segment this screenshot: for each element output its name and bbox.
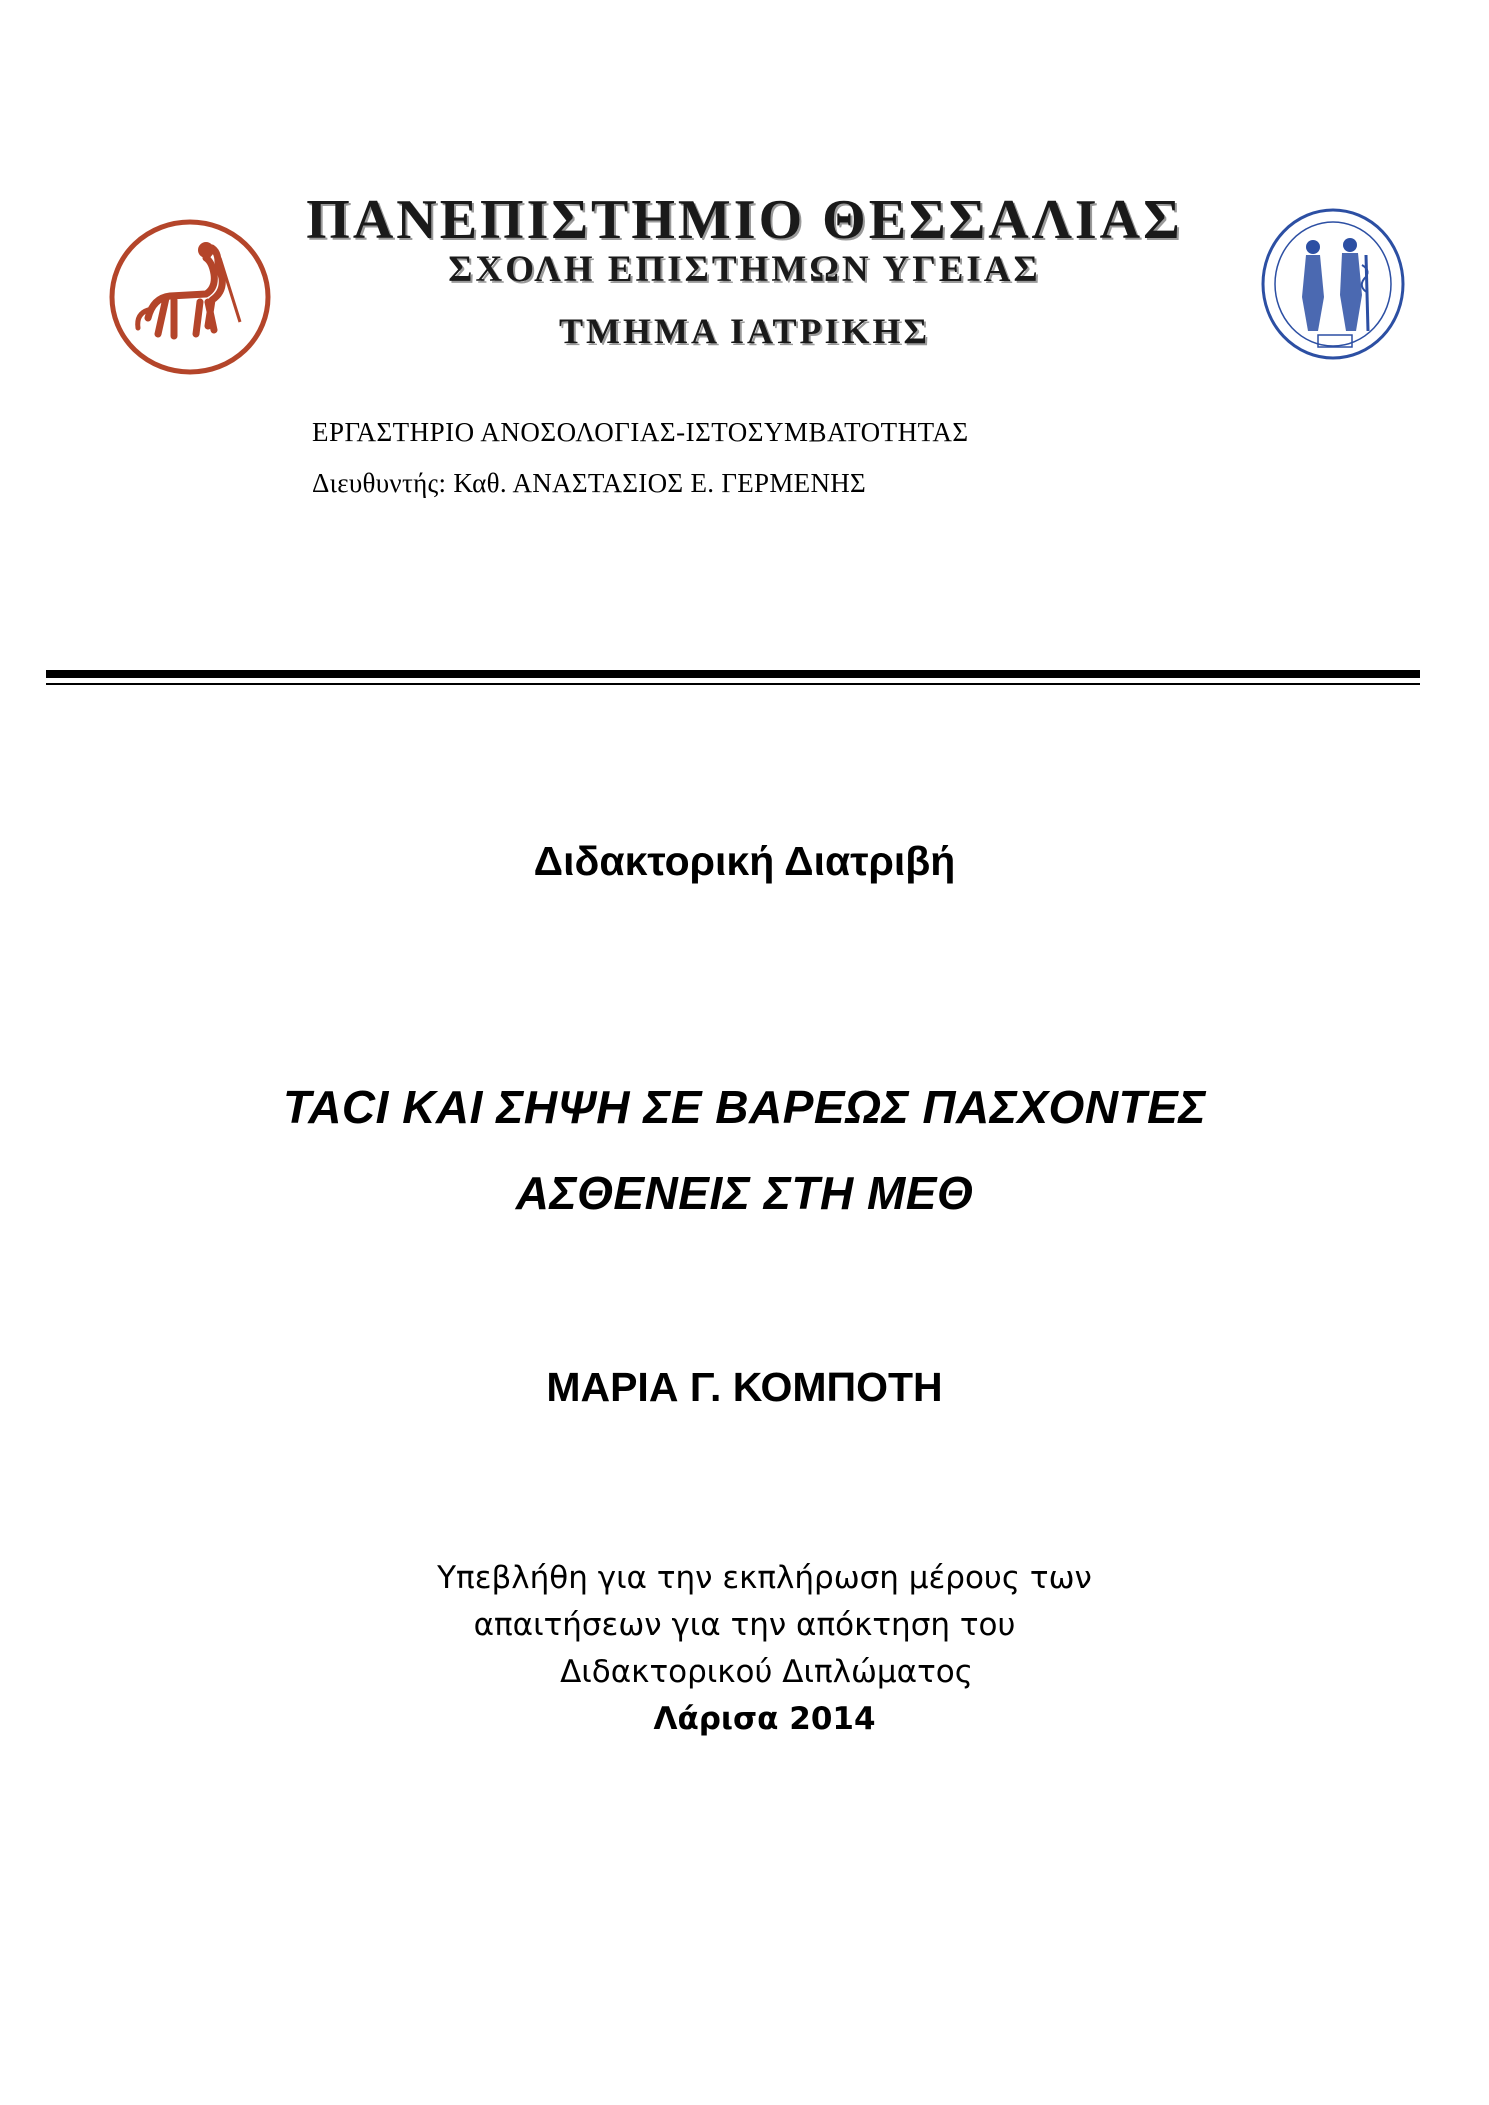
submission-statement-line-3: Διδακτορικού Διπλώματος (560, 1654, 973, 1690)
thesis-title-line-2: ΑΣΘΕΝΕΙΣ ΣΤΗ ΜΕΘ (515, 1167, 974, 1219)
department-name: ΤΜΗΜΑ ΙΑΤΡΙΚΗΣ (558, 311, 931, 351)
header-divider-thick (46, 670, 1420, 678)
laboratory-director: Διευθυντής: Καθ. ΑΝΑΣΤΑΣΙΟΣ Ε. ΓΕΡΜΕΝΗΣ (312, 468, 867, 498)
school-name: ΣΧΟΛΗ ΕΠΙΣΤΗΜΩΝ ΥΓΕΙΑΣ (448, 249, 1041, 290)
thesis-title-line-1: TACI ΚΑΙ ΣΗΨΗ ΣΕ ΒΑΡΕΩΣ ΠΑΣΧΟΝΤΕΣ (283, 1081, 1206, 1133)
author-name: ΜΑΡΙΑ Γ. ΚΟΜΠΟΤΗ (546, 1364, 943, 1410)
document-type: Διδακτορική Διατριβή (533, 838, 956, 884)
submission-statement-line-1: Υπεβλήθη για την εκπλήρωση μέρους των (437, 1560, 1092, 1596)
university-name: ΠΑΝΕΠΙΣΤΗΜΙΟ ΘΕΣΣΑΛΙΑΣ (306, 189, 1183, 251)
header-divider-thin (46, 683, 1420, 685)
laboratory-name: ΕΡΓΑΣΤΗΡΙΟ ΑΝΟΣΟΛΟΓΙΑΣ-ΙΣΤΟΣΥΜΒΑΤΟΤΗΤΑΣ (312, 417, 969, 447)
submission-statement-line-2: απαιτήσεων για την απόκτηση του (473, 1607, 1016, 1643)
place-and-year: Λάρισα 2014 (653, 1701, 876, 1737)
